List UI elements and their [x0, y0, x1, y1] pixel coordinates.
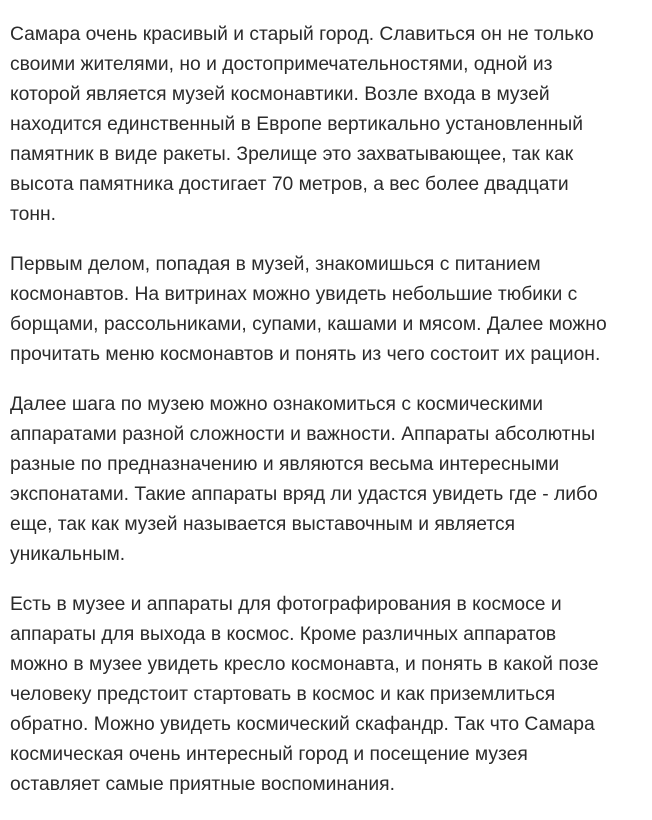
paragraph-line: прочитать меню космонавтов и понять из чего состоит их рацион.	[10, 344, 601, 365]
paragraph-line: находится единственный в Европе вертикально установленный	[10, 114, 584, 135]
paragraph-line: разные по предназначению и являются весьма интересными	[10, 454, 560, 475]
paragraph-line: аппаратами разной сложности и важности. Аппараты абсолютны	[10, 424, 596, 445]
paragraph-line: Есть в музее и аппараты для фотографирования в космосе и	[10, 594, 562, 615]
paragraph-line: памятник в виде ракеты. Зрелище это захватывающее, так как	[10, 144, 574, 165]
paragraph-line: космонавтов. На витринах можно увидеть небольшие тюбики с	[10, 284, 578, 305]
paragraph-line: космическая очень интересный город и посещение музея	[10, 744, 528, 765]
paragraph-line: уникальным.	[10, 544, 126, 565]
paragraph-line: человеку предстоит стартовать в космос и как приземлиться	[10, 684, 556, 705]
paragraph-line: экспонатами. Такие аппараты вряд ли удастся увидеть где - либо	[10, 484, 598, 505]
paragraph-2	[10, 250, 650, 370]
paragraph-line: борщами, рассольниками, супами, кашами и мясом. Далее можно	[10, 314, 607, 335]
paragraph-4	[10, 590, 650, 800]
paragraph-line: высота памятника достигает 70 метров, а вес более двадцати	[10, 174, 569, 195]
paragraph-3	[10, 390, 650, 570]
paragraph-line: Самара очень красивый и старый город. Славиться он не только	[10, 24, 594, 45]
paragraph-line: Первым делом, попадая в музей, знакомишься с питанием	[10, 254, 541, 275]
paragraph-line: тонн.	[10, 204, 56, 225]
paragraph-1	[10, 20, 650, 230]
paragraph-line: оставляет самые приятные воспоминания.	[10, 774, 395, 795]
paragraph-line: можно в музее увидеть кресло космонавта, и понять в какой позе	[10, 654, 599, 675]
paragraph-line: своими жителями, но и достопримечательностями, одной из	[10, 54, 553, 75]
paragraph-line: которой является музей космонавтики. Возле входа в музей	[10, 84, 550, 105]
paragraph-line: еще, так как музей называется выставочным и является	[10, 514, 516, 535]
article-body	[10, 20, 650, 820]
paragraph-line: аппараты для выхода в космос. Кроме различных аппаратов	[10, 624, 557, 645]
paragraph-line: Далее шага по музею можно ознакомиться с космическими	[10, 394, 544, 415]
paragraph-line: обратно. Можно увидеть космический скафандр. Так что Самара	[10, 714, 595, 735]
